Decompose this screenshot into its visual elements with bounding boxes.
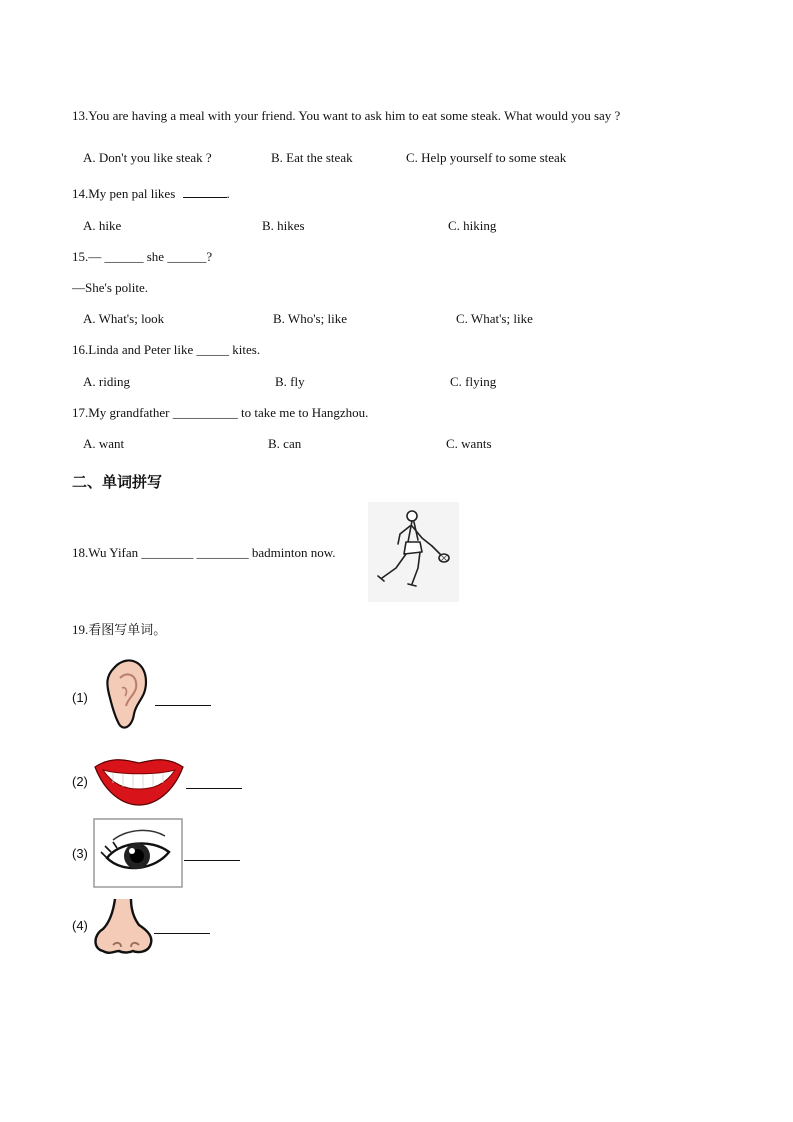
q14-option-c: C. hiking (448, 218, 497, 233)
item-3-answer-blank (184, 849, 240, 861)
q16-option-b: B. fly (275, 374, 305, 389)
q15-option-c: C. What's; like (456, 311, 533, 326)
nose-icon (91, 895, 154, 957)
q15-dialogue-answer: —She's polite. (72, 280, 149, 295)
ear-icon (92, 648, 155, 746)
q15-option-a: A. What's; look (83, 311, 165, 326)
question-19-stem: 19.看图写单词。 (72, 622, 167, 637)
q14-stem-text: 14.My pen pal likes (72, 186, 176, 201)
question-16-stem: 16.Linda and Peter like _____ kites. (72, 342, 261, 357)
q14-answer-blank (183, 186, 227, 198)
badminton-player-icon (368, 502, 459, 602)
question-17-stem: 17.My grandfather __________ to take me to Hangzhou. (72, 405, 369, 420)
question-14-stem (72, 186, 230, 202)
item-1-answer-blank (155, 694, 211, 706)
q14-option-a: A. hike (83, 218, 122, 233)
item-2-label: (2) (72, 774, 88, 789)
item-2-answer-blank (186, 777, 242, 789)
question-13-stem: 13.You are having a meal with your friend. You want to ask him to eat some steak. What would you say ? (72, 108, 621, 123)
q16-option-a: A. riding (83, 374, 130, 389)
item-4-answer-blank (154, 922, 210, 934)
section-2-heading: 二、单词拼写 (72, 473, 163, 491)
q14-stem-end: . (226, 186, 230, 201)
q14-option-b: B. hikes (262, 218, 305, 233)
q16-option-c: C. flying (450, 374, 497, 389)
q17-option-b: B. can (268, 436, 302, 451)
mouth-icon (91, 753, 187, 808)
item-1-label: (1) (72, 690, 88, 705)
eye-icon (93, 818, 183, 888)
q13-option-b: B. Eat the steak (271, 150, 353, 165)
q15-option-b: B. Who's; like (273, 311, 347, 326)
item-3-label: (3) (72, 846, 88, 861)
question-15-stem: 15.— ______ she ______? (72, 249, 213, 264)
q13-option-c: C. Help yourself to some steak (406, 150, 567, 165)
item-4-label: (4) (72, 918, 88, 933)
q13-option-a: A. Don't you like steak ? (83, 150, 212, 165)
q17-option-a: A. want (83, 436, 125, 451)
q17-option-c: C. wants (446, 436, 492, 451)
question-18-stem: 18.Wu Yifan ________ ________ badminton now. (72, 545, 336, 560)
